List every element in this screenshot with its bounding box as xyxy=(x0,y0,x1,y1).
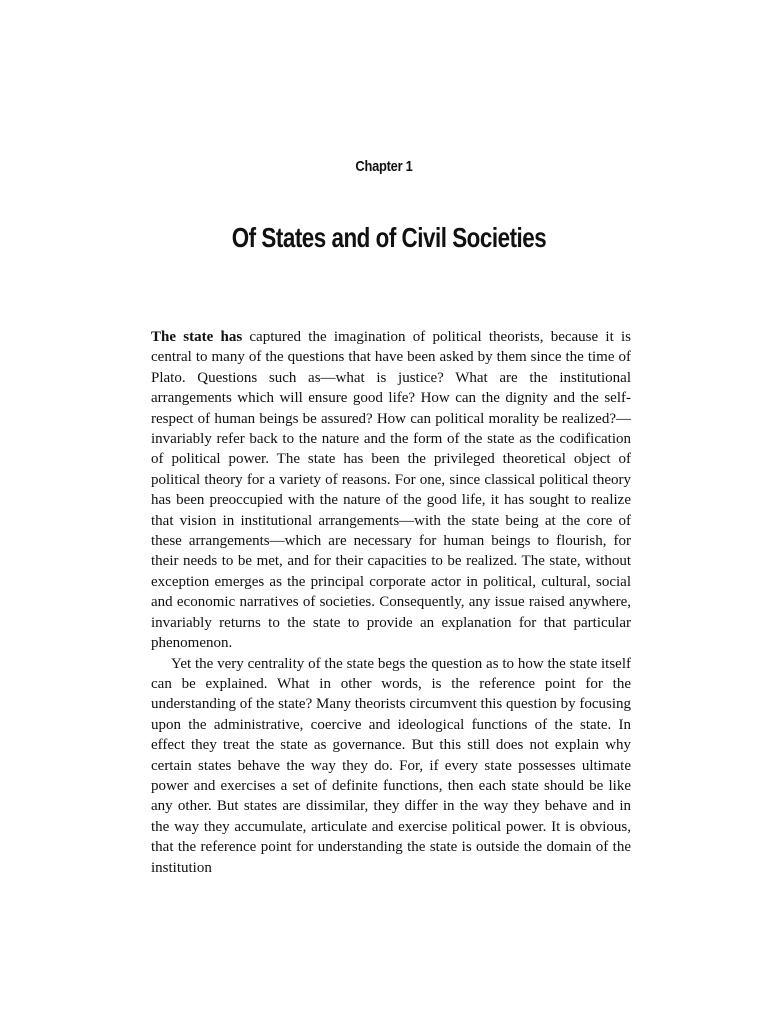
chapter-label: Chapter 1 xyxy=(355,158,413,175)
chapter-title: Of States and of Civil Societies xyxy=(231,222,547,253)
paragraph-1-lead: The state has xyxy=(151,329,243,345)
paragraph-1 xyxy=(151,327,631,654)
paragraph-2: Yet the very centrality of the state begs the question as to how the state itself can be explained. What in other words, is the reference point for the understanding of the state? Many theorists circumvent this question by focusing upon the administrative, coercive and ideological functions of the state. In effect they treat the state as governance. But this still does not explain why certain states behave the way they do. For, if every state possesses ultimate power and exercises a set of definite functions, then each state should be like any other. But states are dissimilar, they differ in the way they behave and in the way they accumulate, articulate and exercise political power. It is obvious, that the reference point for understanding the state is outside the domain of the institution xyxy=(151,655,631,876)
paragraph-1-text: captured the imagination of political theorists, because it is central to many of the questions that have been asked by them since the time of Plato. Questions such as—what is justice? What are the institutional arrangements which will ensure good life? How can the dignity and the self-respect of human beings be assured? How can political morality be realized?—invariably refer back to the nature and the form of the state as the codification of political power. The state has been the privileged theoretical object of political theory for a variety of reasons. For one, since classical political theory has been preoccupied with the nature of the good life, it has sought to realize that vision in institutional arrangements—with the state being at the core of these arrangements—which are necessary for human beings to flourish, for their needs to be met, and for their capacities to be realized. The state, without exception emerges as the principal corporate actor in political, cultural, social and economic narratives of societies. Consequently, any issue raised anywhere, invariably returns to the state to provide an explanation for that particular phenomenon. xyxy=(151,329,631,652)
body-text xyxy=(151,327,631,878)
